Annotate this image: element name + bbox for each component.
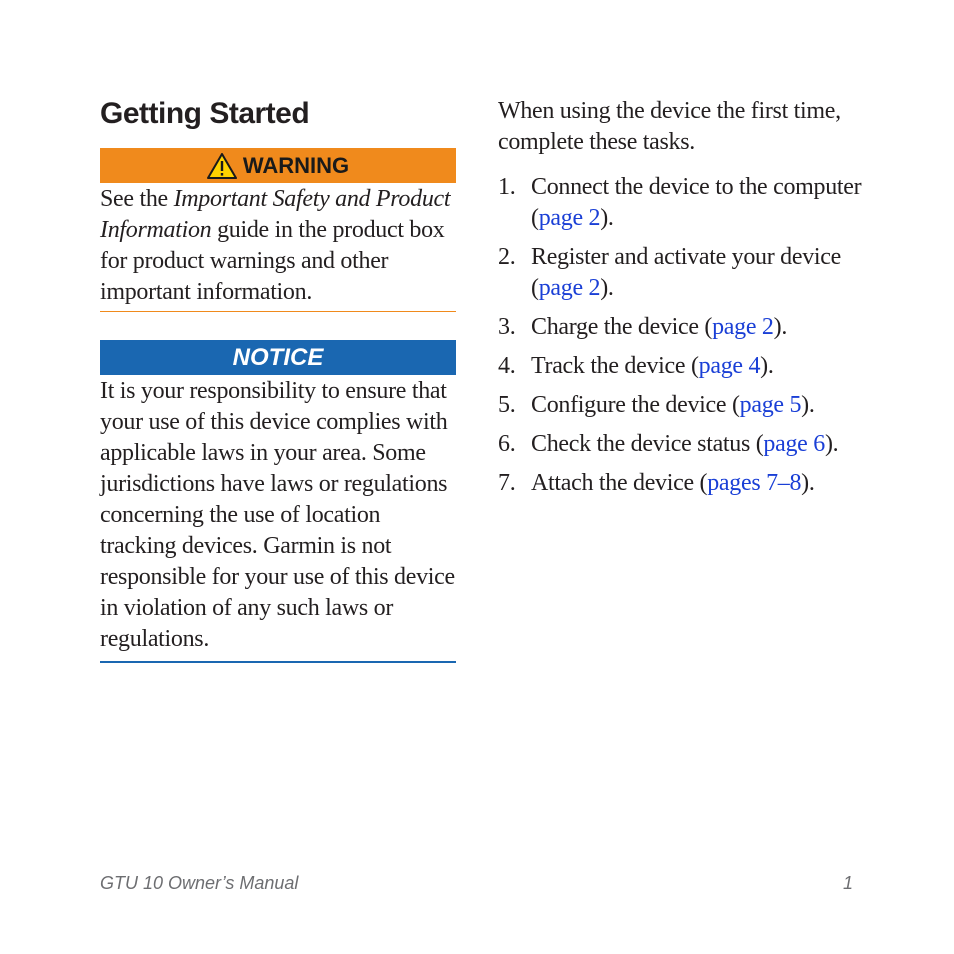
safety-guide-title: Important Safety and Product Information bbox=[100, 186, 451, 243]
footer-page-number: 1 bbox=[843, 873, 854, 893]
intro-text: When using the device the first time, complete these tasks. bbox=[498, 98, 841, 155]
list-item: 4. Track the device (page 4). bbox=[498, 353, 774, 379]
list-item: 6. Check the device status (page 6). bbox=[498, 431, 839, 457]
notice-banner bbox=[100, 340, 456, 375]
notice-label: NOTICE bbox=[232, 343, 324, 371]
footer-manual-title: GTU 10 Owner’s Manual bbox=[100, 873, 299, 893]
list-item: 1. Connect the device to the computer (page 2). bbox=[498, 174, 862, 231]
page-title: Getting Started bbox=[100, 97, 310, 130]
page-link[interactable]: page 2 bbox=[712, 314, 774, 340]
warning-text: See the Important Safety and Product Information guide in the product box for product warnings and other important information. bbox=[100, 184, 456, 312]
list-item: 7. Attach the device (pages 7–8). bbox=[498, 470, 815, 496]
page-link[interactable]: page 2 bbox=[538, 275, 601, 301]
warning-banner bbox=[100, 148, 456, 183]
page-link[interactable]: page 2 bbox=[538, 205, 601, 231]
page-link[interactable]: page 4 bbox=[698, 353, 761, 379]
list-item: 3. Charge the device (page 2). bbox=[498, 314, 788, 340]
warning-label: WARNING bbox=[242, 152, 350, 178]
list-item: 5. Configure the device (page 5). bbox=[498, 392, 815, 418]
page-link[interactable]: page 5 bbox=[739, 392, 802, 418]
page-link[interactable]: pages 7–8 bbox=[707, 470, 802, 496]
list-item: 2. Register and activate your device (page 2). bbox=[498, 244, 841, 301]
task-list bbox=[498, 172, 868, 499]
right-column bbox=[498, 96, 868, 507]
left-column bbox=[100, 96, 456, 663]
warning-triangle-icon bbox=[207, 153, 237, 179]
page-link[interactable]: page 6 bbox=[763, 431, 825, 457]
notice-text: It is your responsibility to ensure that your use of this device complies with applicable laws in your area. Some jurisdictions have laws or regulations concerning the use of location tracking devices. Garmin is not responsible for your use of this device in violation of any such laws or regulations. bbox=[100, 376, 456, 663]
